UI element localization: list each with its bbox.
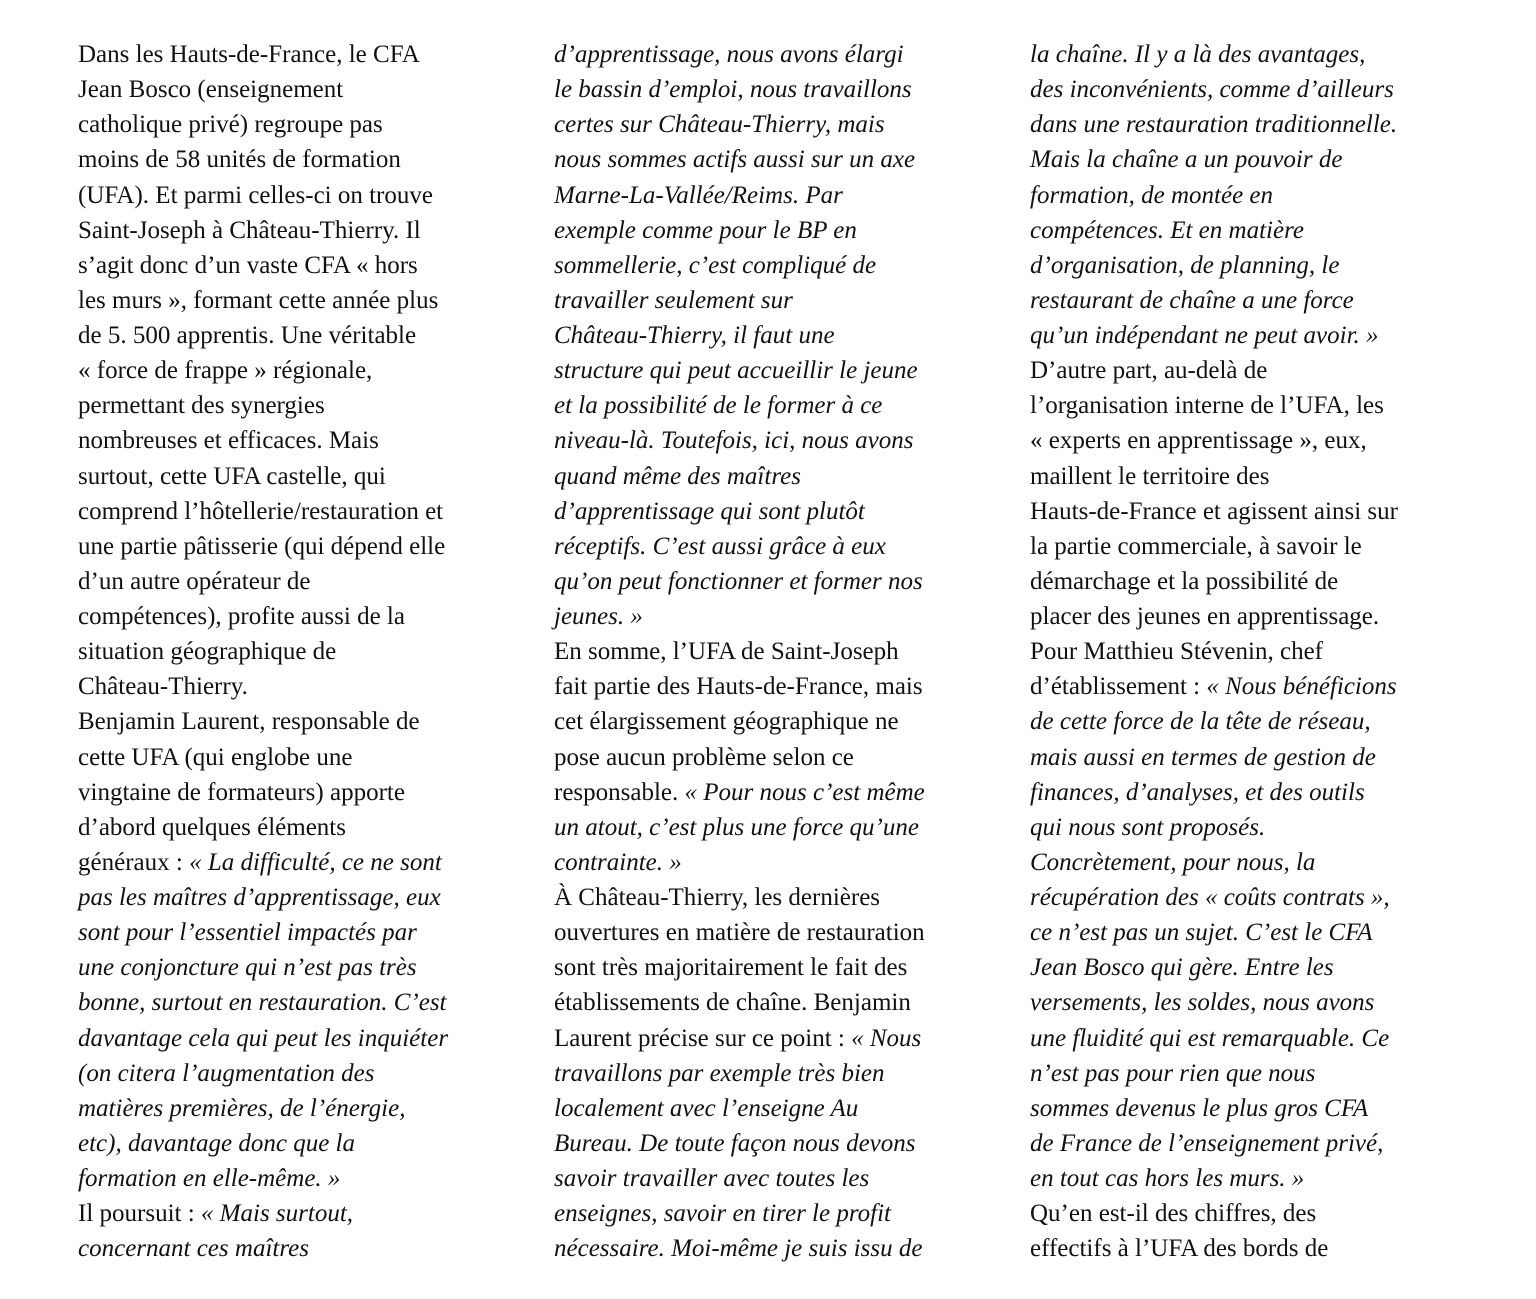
text-column-3 [1030,37,1470,1266]
text-line [554,178,994,213]
quote-text: qui nous sont proposés. [1030,813,1266,841]
text-line [554,915,994,950]
text-line [1030,423,1470,458]
text-line [1030,985,1470,1020]
text-line [554,107,994,142]
body-text: généraux : [78,848,190,876]
text-line [78,1196,518,1231]
body-text: Qu’en est-il des chiffres, des [1030,1200,1317,1228]
body-text: ouvertures en matière de restauration [554,919,925,947]
body-text: catholique privé) regroupe pas [78,111,383,139]
quote-text: d’apprentissage, nous avons élargi [554,41,904,68]
body-text: Château-Thierry. [78,673,248,701]
quote-text: un atout, c’est plus une force qu’une [554,813,919,841]
text-line [78,950,518,985]
body-text: cet élargissement géographique ne [554,708,899,736]
text-line [554,213,994,248]
text-line [554,845,994,880]
text-line [554,283,994,318]
text-line [1030,775,1470,810]
text-line [554,142,994,177]
text-line [78,72,518,107]
quote-text: formation en elle-même. » [78,1165,341,1192]
text-line [78,599,518,634]
quote-text: dans une restauration traditionnelle. [1030,111,1398,139]
quote-text: compétences. Et en matière [1030,216,1304,244]
text-line [78,37,518,72]
text-line [78,248,518,283]
body-text: Laurent précise sur ce point : [554,1024,852,1052]
quote-text: (on citera l’augmentation des [78,1059,375,1087]
text-line [1030,213,1470,248]
text-line [78,318,518,353]
body-text: fait partie des Hauts-de-France, mais [554,673,923,701]
quote-text: sommes devenus le plus gros CFA [1030,1094,1369,1122]
quote-text: quand même des maîtres [554,462,801,490]
quote-text: d’apprentissage qui sont plutôt [554,497,865,525]
quote-text: une fluidité qui est remarquable. Ce [1030,1024,1390,1052]
body-text: moins de 58 unités de formation [78,146,401,174]
quote-text: des inconvénients, comme d’ailleurs [1030,76,1394,104]
quote-text: en tout cas hors les murs. » [1030,1165,1305,1192]
body-text: la partie commerciale, à savoir le [1030,532,1362,560]
text-line [78,740,518,775]
quote-text: nécessaire. Moi-même je suis issu de [554,1235,923,1263]
body-text: une partie pâtisserie (qui dépend elle [78,532,446,560]
body-text: nombreuses et efficaces. Mais [78,427,379,455]
text-line [1030,72,1470,107]
body-text: vingtaine de formateurs) apporte [78,778,405,806]
quote-text: formation, de montée en [1030,181,1274,209]
quote-text: d’organisation, de planning, le [1030,251,1340,279]
text-line [78,845,518,880]
quote-text: ce n’est pas un sujet. C’est le CFA [1030,919,1373,947]
text-line [554,494,994,529]
quote-text: « Mais surtout, [200,1200,354,1228]
quote-text: Concrètement, pour nous, la [1030,848,1316,876]
quote-text: qu’un indépendant ne peut avoir. » [1030,322,1379,349]
text-line [1030,810,1470,845]
text-line [78,915,518,950]
quote-text: Marne-La-Vallée/Reims. Par [554,181,843,209]
quote-text: travailler seulement sur [554,286,793,314]
quote-text: n’est pas pour rien que nous [1030,1059,1316,1087]
body-text: Pour Matthieu Stévenin, chef [1030,638,1323,666]
quote-text: sommellerie, c’est compliqué de [554,251,877,279]
text-line [554,353,994,388]
body-text: maillent le territoire des [1030,462,1270,490]
quote-text: et la possibilité de le former à ce [554,392,883,420]
text-line [78,213,518,248]
quote-text: une conjoncture qui n’est pas très [78,954,417,982]
text-line [554,1056,994,1091]
body-text: À Château-Thierry, les dernières [554,884,881,911]
text-line [1030,142,1470,177]
text-line [78,353,518,388]
quote-text: certes sur Château-Thierry, mais [554,111,885,139]
text-line [78,1056,518,1091]
body-text: responsable. [554,778,685,806]
text-line [78,1161,518,1196]
text-line [554,985,994,1020]
text-line [1030,1196,1470,1231]
text-column-1 [78,37,518,1266]
quote-text: « Nous bénéficions [1206,673,1397,701]
body-text: les murs », formant cette année plus [78,286,439,314]
text-line [1030,107,1470,142]
text-line [554,529,994,564]
text-line [1030,915,1470,950]
text-line [78,142,518,177]
text-line [554,1161,994,1196]
quote-text: enseignes, savoir en tirer le profit [554,1200,891,1228]
text-line [1030,178,1470,213]
quote-text: mais aussi en termes de gestion de [1030,743,1376,771]
text-line [78,564,518,599]
text-line [78,810,518,845]
text-line [78,1021,518,1056]
text-line [1030,353,1470,388]
body-text: établissements de chaîne. Benjamin [554,989,911,1017]
body-text: Dans les Hauts-de-France, le CFA [78,41,420,68]
quote-text: concernant ces maîtres [78,1235,309,1263]
text-line [554,880,994,915]
text-line [1030,704,1470,739]
body-text: effectifs à l’UFA des bords de [1030,1235,1329,1263]
text-line [78,529,518,564]
text-line [1030,1126,1470,1161]
body-text: de 5. 500 apprentis. Une véritable [78,322,417,349]
text-line [554,599,994,634]
quote-text: « Pour nous c’est même [684,778,925,806]
quote-text: la chaîne. Il y a là des avantages, [1030,41,1366,68]
body-text: D’autre part, au-delà de [1030,357,1268,385]
quote-text: davantage cela qui peut les inquiéter [78,1024,449,1052]
text-line [78,1126,518,1161]
quote-text: etc), davantage donc que la [78,1129,355,1157]
text-line [554,775,994,810]
text-line [1030,564,1470,599]
body-text: d’un autre opérateur de [78,567,311,595]
text-line [554,72,994,107]
quote-text: pas les maîtres d’apprentissage, eux [78,884,441,911]
text-line [554,740,994,775]
quote-text: bonne, surtout en restauration. C’est [78,989,447,1017]
text-line [78,178,518,213]
text-line [78,880,518,915]
quote-text: de France de l’enseignement privé, [1030,1129,1384,1157]
text-line [554,810,994,845]
text-line [78,423,518,458]
text-line [78,107,518,142]
text-line [78,634,518,669]
quote-text: finances, d’analyses, et des outils [1030,778,1365,806]
text-line [554,388,994,423]
body-text: pose aucun problème selon ce [554,743,854,771]
quote-text: exemple comme pour le BP en [554,216,857,244]
quote-text: Jean Bosco qui gère. Entre les [1030,954,1334,982]
text-line [78,283,518,318]
text-column-2 [554,37,994,1266]
body-text: permettant des synergies [78,392,325,420]
body-text: l’organisation interne de l’UFA, les [1030,392,1384,420]
text-line [1030,880,1470,915]
body-text: « experts en apprentissage », eux, [1030,427,1367,455]
body-text: (UFA). Et parmi celles-ci on trouve [78,181,433,209]
quote-text: restaurant de chaîne a une force [1030,286,1354,314]
text-line [1030,388,1470,423]
text-line [554,1091,994,1126]
body-text: cette UFA (qui englobe une [78,743,353,771]
quote-text: nous sommes actifs aussi sur un axe [554,146,916,174]
text-line [78,1231,518,1266]
quote-text: « Nous [851,1024,922,1052]
text-line [554,37,994,72]
text-line [1030,459,1470,494]
text-line [554,1196,994,1231]
quote-text: de cette force de la tête de réseau, [1030,708,1371,736]
text-line [1030,248,1470,283]
quote-text: matières premières, de l’énergie, [78,1094,406,1122]
quote-text: le bassin d’emploi, nous travaillons [554,76,912,104]
text-line [1030,950,1470,985]
text-line [554,1126,994,1161]
text-line [78,1091,518,1126]
text-line [1030,1021,1470,1056]
quote-text: Mais la chaîne a un pouvoir de [1030,146,1343,174]
text-line [78,775,518,810]
text-line [78,494,518,529]
quote-text: localement avec l’enseigne Au [554,1094,859,1122]
text-line [554,1231,994,1266]
body-text: Il poursuit : [78,1200,201,1228]
body-text: démarchage et la possibilité de [1030,567,1339,595]
text-line [1030,37,1470,72]
text-line [78,669,518,704]
body-text: « force de frappe » régionale, [78,357,373,385]
body-text: surtout, cette UFA castelle, qui [78,462,386,490]
body-text: d’établissement : [1030,673,1207,701]
body-text: situation géographique de [78,638,337,666]
quote-text: savoir travailler avec toutes les [554,1165,870,1192]
text-line [554,704,994,739]
body-text: placer des jeunes en apprentissage. [1030,603,1380,630]
body-text: Benjamin Laurent, responsable de [78,708,420,736]
text-line [1030,845,1470,880]
text-line [1030,318,1470,353]
text-line [1030,283,1470,318]
quote-text: jeunes. » [554,603,643,630]
body-text: comprend l’hôtellerie/restauration et [78,497,444,525]
body-text: sont très majoritairement le fait des [554,954,908,982]
quote-text: versements, les soldes, nous avons [1030,989,1375,1017]
text-line [554,423,994,458]
text-line [1030,1231,1470,1266]
text-line [1030,599,1470,634]
text-line [554,318,994,353]
quote-text: « La difficulté, ce ne sont [189,848,442,876]
quote-text: sont pour l’essentiel impactés par [78,919,417,947]
text-line [1030,1056,1470,1091]
text-line [554,669,994,704]
quote-text: récupération des « coûts contrats », [1030,884,1390,911]
text-line [1030,1091,1470,1126]
text-line [554,1021,994,1056]
body-text: Saint-Joseph à Château-Thierry. Il [78,216,421,244]
text-line [1030,634,1470,669]
text-line [78,388,518,423]
quote-text: travaillons par exemple très bien [554,1059,885,1087]
text-line [78,704,518,739]
quote-text: qu’on peut fonctionner et former nos [554,567,923,595]
text-line [554,564,994,599]
body-text: compétences), profite aussi de la [78,603,405,630]
text-line [78,459,518,494]
body-text: Hauts-de-France et agissent ainsi sur [1030,497,1398,525]
body-text: En somme, l’UFA de Saint-Joseph [554,638,899,666]
text-line [554,459,994,494]
body-text: d’abord quelques éléments [78,813,346,841]
body-text: Jean Bosco (enseignement [78,76,344,104]
text-line [1030,669,1470,704]
quote-text: réceptifs. C’est aussi grâce à eux [554,532,886,560]
text-line [554,634,994,669]
text-line [1030,529,1470,564]
text-line [554,248,994,283]
body-text: s’agit donc d’un vaste CFA « hors [78,251,418,279]
quote-text: niveau-là. Toutefois, ici, nous avons [554,427,914,455]
text-line [1030,1161,1470,1196]
text-line [78,985,518,1020]
text-line [1030,740,1470,775]
quote-text: structure qui peut accueillir le jeune [554,357,918,385]
quote-text: Château-Thierry, il faut une [554,322,835,349]
quote-text: contrainte. » [554,848,682,876]
text-line [554,950,994,985]
quote-text: Bureau. De toute façon nous devons [554,1129,916,1157]
text-line [1030,494,1470,529]
